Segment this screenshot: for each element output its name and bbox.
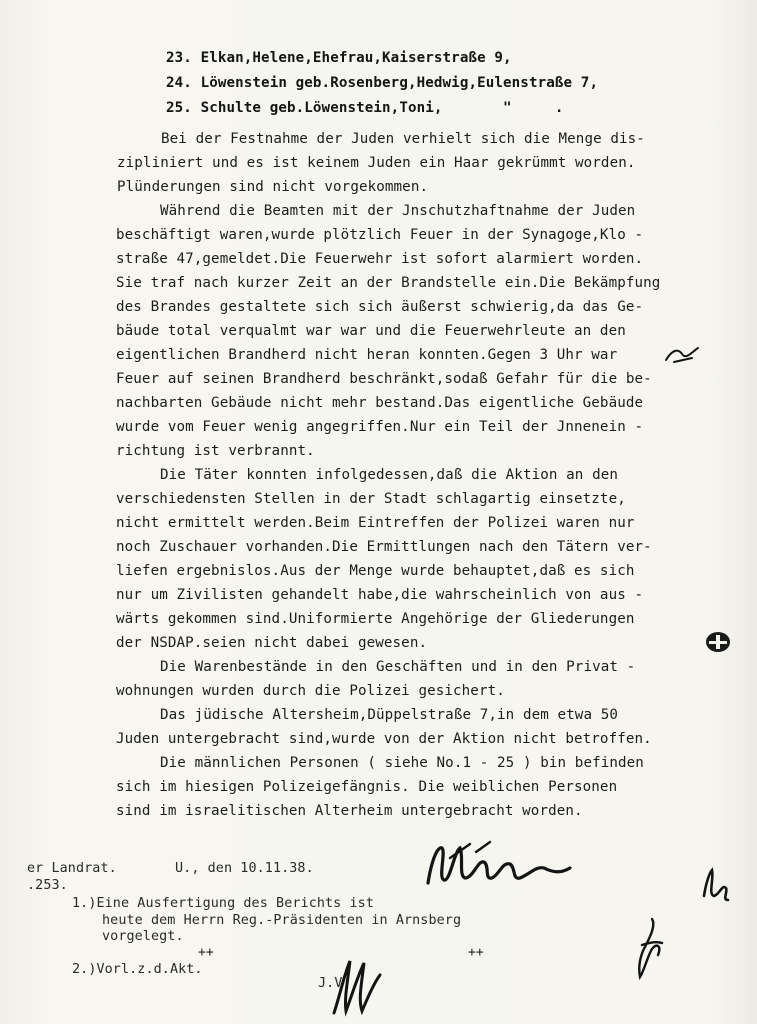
list-entry-24: 24. Löwenstein geb.Rosenberg,Hedwig,Eulenstraße 7, xyxy=(166,75,599,91)
jv-signature xyxy=(330,955,390,1020)
plus-mark-left: ++ xyxy=(198,945,214,960)
p2-line5: des Brandes gestaltete sich sich äußerst schwierig,da das Ge- xyxy=(116,299,644,315)
p3-line1: Die Täter konnten infolgedessen,daß die Aktion an den xyxy=(160,467,619,483)
p5-line1: Das jüdische Altersheim,Düppelstraße 7,in dem etwa 50 xyxy=(160,707,619,723)
p5-line2: Juden untergebracht sind,wurde von der Aktion nicht betroffen. xyxy=(116,731,652,747)
p2-line6: bäude total verqualmt war war und die Feuerwehrleute an den xyxy=(116,323,626,339)
p2-line3: straße 47,gemeldet.Die Feuerwehr ist sofort alarmiert worden. xyxy=(116,251,644,267)
p2-line8: Feuer auf seinen Brandherd beschränkt,sodaß Gefahr für die be- xyxy=(116,371,652,387)
p6-line3: sind im israelitischen Alterheim untergebracht worden. xyxy=(116,803,583,819)
p2-line1: Während die Beamten mit der Jnschutzhaftnahme der Juden xyxy=(160,203,636,219)
p3-line5: liefen ergebnislos.Aus der Menge wurde behauptet,daß es sich xyxy=(116,563,635,579)
item2: 2.)Vorl.z.d.Akt. xyxy=(72,962,203,977)
walter-signature xyxy=(420,838,580,898)
p1-line1: Bei der Festnahme der Juden verhielt sich die Menge dis- xyxy=(161,131,645,147)
p6-line2: sich im hiesigen Polizeigefängnis. Die weiblichen Personen xyxy=(116,779,618,795)
p3-line2: verschiedensten Stellen in der Stadt schlagartig einsetzte, xyxy=(116,491,626,507)
office-label: er Landrat. xyxy=(27,861,117,876)
p2-line9: nachbarten Gebäude nicht mehr bestand.Das eigentliche Gebäude xyxy=(116,395,644,411)
p3-line6: nur um Zivilisten gehandelt habe,die wahrscheinlich von aus - xyxy=(116,587,644,603)
list-entry-23: 23. Elkan,Helene,Ehefrau,Kaiserstraße 9, xyxy=(166,50,512,66)
list-entry-25: 25. Schulte geb.Löwenstein,Toni, " . xyxy=(166,100,564,116)
initials-mark xyxy=(698,866,732,906)
p4-line1: Die Warenbestände in den Geschäften und in den Privat - xyxy=(160,659,636,675)
item1-line2: heute dem Herrn Reg.-Präsidenten in Arnsberg xyxy=(102,913,462,928)
margin-scribble xyxy=(662,340,702,370)
hole-punch-stamp-mark xyxy=(706,632,730,652)
paraph-signature xyxy=(630,915,670,985)
p3-line8: der NSDAP.seien nicht dabei gewesen. xyxy=(116,635,428,651)
reference-number: .253. xyxy=(27,878,68,893)
item1-line1: 1.)Eine Ausfertigung des Berichts ist xyxy=(72,896,374,911)
p2-line2: beschäftigt waren,wurde plötzlich Feuer in der Synagoge,Klo - xyxy=(116,227,644,243)
plus-mark-right: ++ xyxy=(468,945,484,960)
jv-label: J.V. xyxy=(318,976,351,991)
p6-line1: Die männlichen Personen ( siehe No.1 - 25 ) bin befinden xyxy=(160,755,644,771)
p2-line7: eigentlichen Brandherd nicht heran konnten.Gegen 3 Uhr war xyxy=(116,347,618,363)
p3-line7: wärts gekommen sind.Uniformierte Angehörige der Gliederungen xyxy=(116,611,635,627)
city-date: U., den 10.11.38. xyxy=(175,861,314,876)
p2-line11: richtung ist verbrannt. xyxy=(116,443,315,459)
p4-line2: wohnungen wurden durch die Polizei gesichert. xyxy=(116,683,505,699)
p2-line4: Sie traf nach kurzer Zeit an der Brandstelle ein.Die Bekämpfung xyxy=(116,275,661,291)
p3-line4: noch Zuschauer vorhanden.Die Ermittlungen nach den Tätern ver- xyxy=(116,539,652,555)
p1-line2: zipliniert und es ist keinem Juden ein Haar gekrümmt worden. xyxy=(117,155,636,171)
p2-line10: wurde vom Feuer wenig angegriffen.Nur ein Teil der Jnnenein - xyxy=(116,419,644,435)
p3-line3: nicht ermittelt werden.Beim Eintreffen der Polizei waren nur xyxy=(116,515,635,531)
p1-line3: Plünderungen sind nicht vorgekommen. xyxy=(117,179,429,195)
item1-line3: vorgelegt. xyxy=(102,929,184,944)
